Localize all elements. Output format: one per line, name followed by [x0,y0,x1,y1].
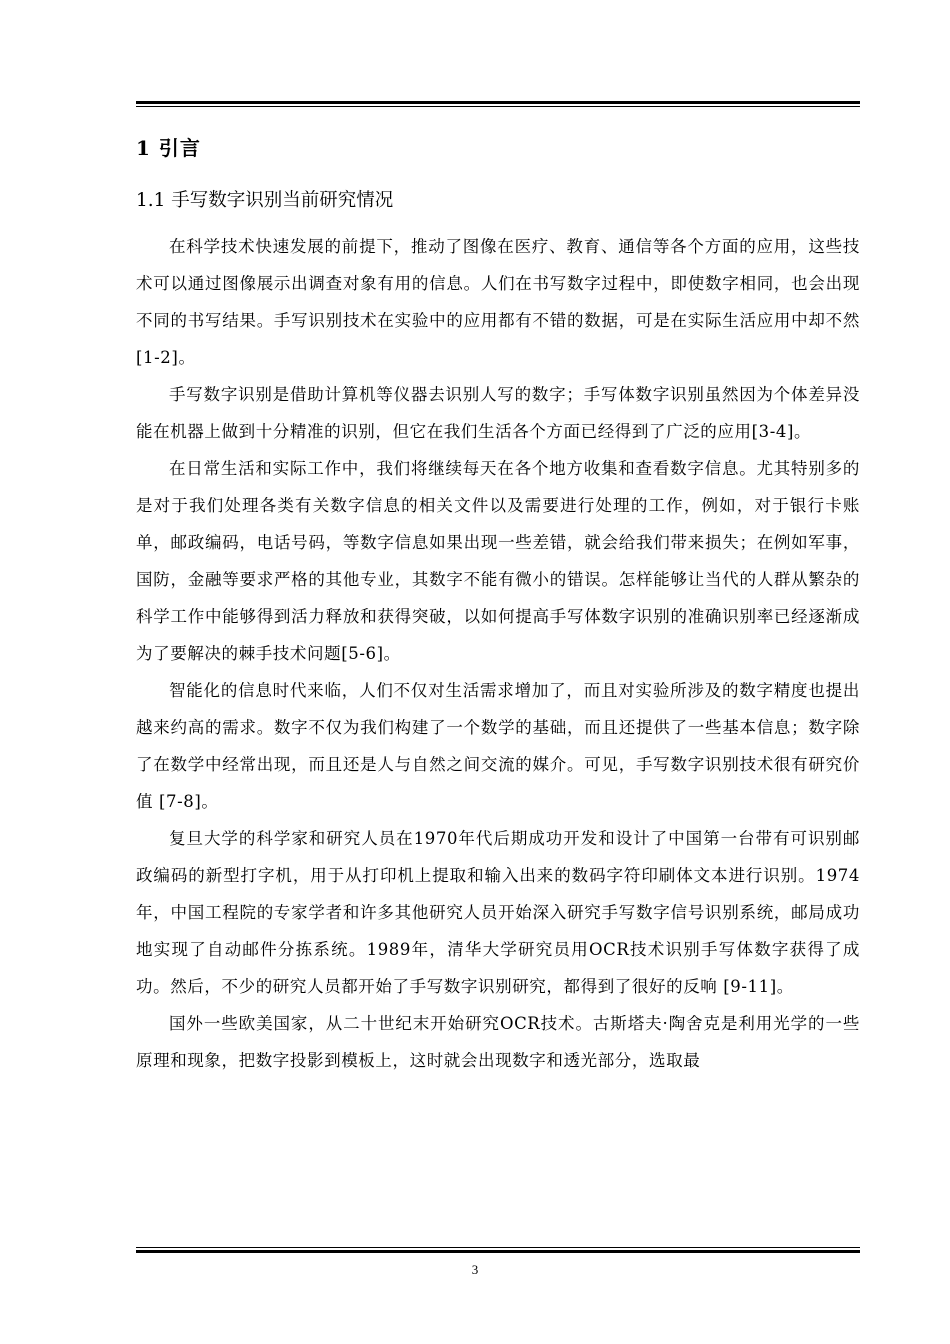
body-text [136,228,860,1079]
footer-rule [136,1247,860,1253]
paragraph: 国外一些欧美国家，从二十世纪末开始研究OCR技术。古斯塔夫·陶舍克是利用光学的一些原理和现象，把数字投影到模板上，这时就会出现数字和透光部分，选取最 [136,1014,860,1070]
section-title: 1.1 手写数字识别当前研究情况 [136,190,394,211]
paragraph: 复旦大学的科学家和研究人员在1970年代后期成功开发和设计了中国第一台带有可识别邮政编码的新型打字机，用于从打印机上提取和输入出来的数码字符印刷体文本进行识别。1974年，中国工程院的专家学者和许多其他研究人员开始深入研究手写数字信号识别系统，邮局成功地实现了自动邮件分拣系统。1989年，清华大学研究员用OCR技术识别手写体数字获得了成功。然后，不少的研究人员都开始了手写数字识别研究，都得到了很好的反响 [9-11]。 [136,829,860,996]
paragraph: 在日常生活和实际工作中，我们将继续每天在各个地方收集和查看数字信息。尤其特别多的是对于我们处理各类有关数字信息的相关文件以及需要进行处理的工作，例如，对于银行卡账单，邮政编码，电话号码，等数字信息如果出现一些差错，就会给我们带来损失；在例如军事，国防，金融等要求严格的其他专业，其数字不能有微小的错误。怎样能够让当代的人群从繁杂的科学工作中能够得到活力释放和获得突破，以如何提高手写体数字识别的准确识别率已经逐渐成为了要解决的棘手技术问题[5-6]。 [136,459,860,663]
paragraph: 智能化的信息时代来临，人们不仅对生活需求增加了，而且对实验所涉及的数字精度也提出越来约高的需求。数字不仅为我们构建了一个数学的基础，而且还提供了一些基本信息；数字除了在数学中经常出现，而且还是人与自然之间交流的媒介。可见，手写数字识别技术很有研究价值 [7-8]。 [136,681,860,811]
header-rule [136,101,860,107]
page-number: 3 [471,1262,479,1277]
paragraph: 在科学技术快速发展的前提下，推动了图像在医疗、教育、通信等各个方面的应用，这些技术可以通过图像展示出调查对象有用的信息。人们在书写数字过程中，即使数字相同，也会出现不同的书写结果。手写识别技术在实验中的应用都有不错的数据，可是在实际生活应用中却不然 [1-2]。 [136,237,860,367]
chapter-title: 1 引言 [136,136,201,160]
paragraph: 手写数字识别是借助计算机等仪器去识别人写的数字；手写体数字识别虽然因为个体差异没能在机器上做到十分精准的识别，但它在我们生活各个方面已经得到了广泛的应用[3-4]。 [136,385,860,441]
